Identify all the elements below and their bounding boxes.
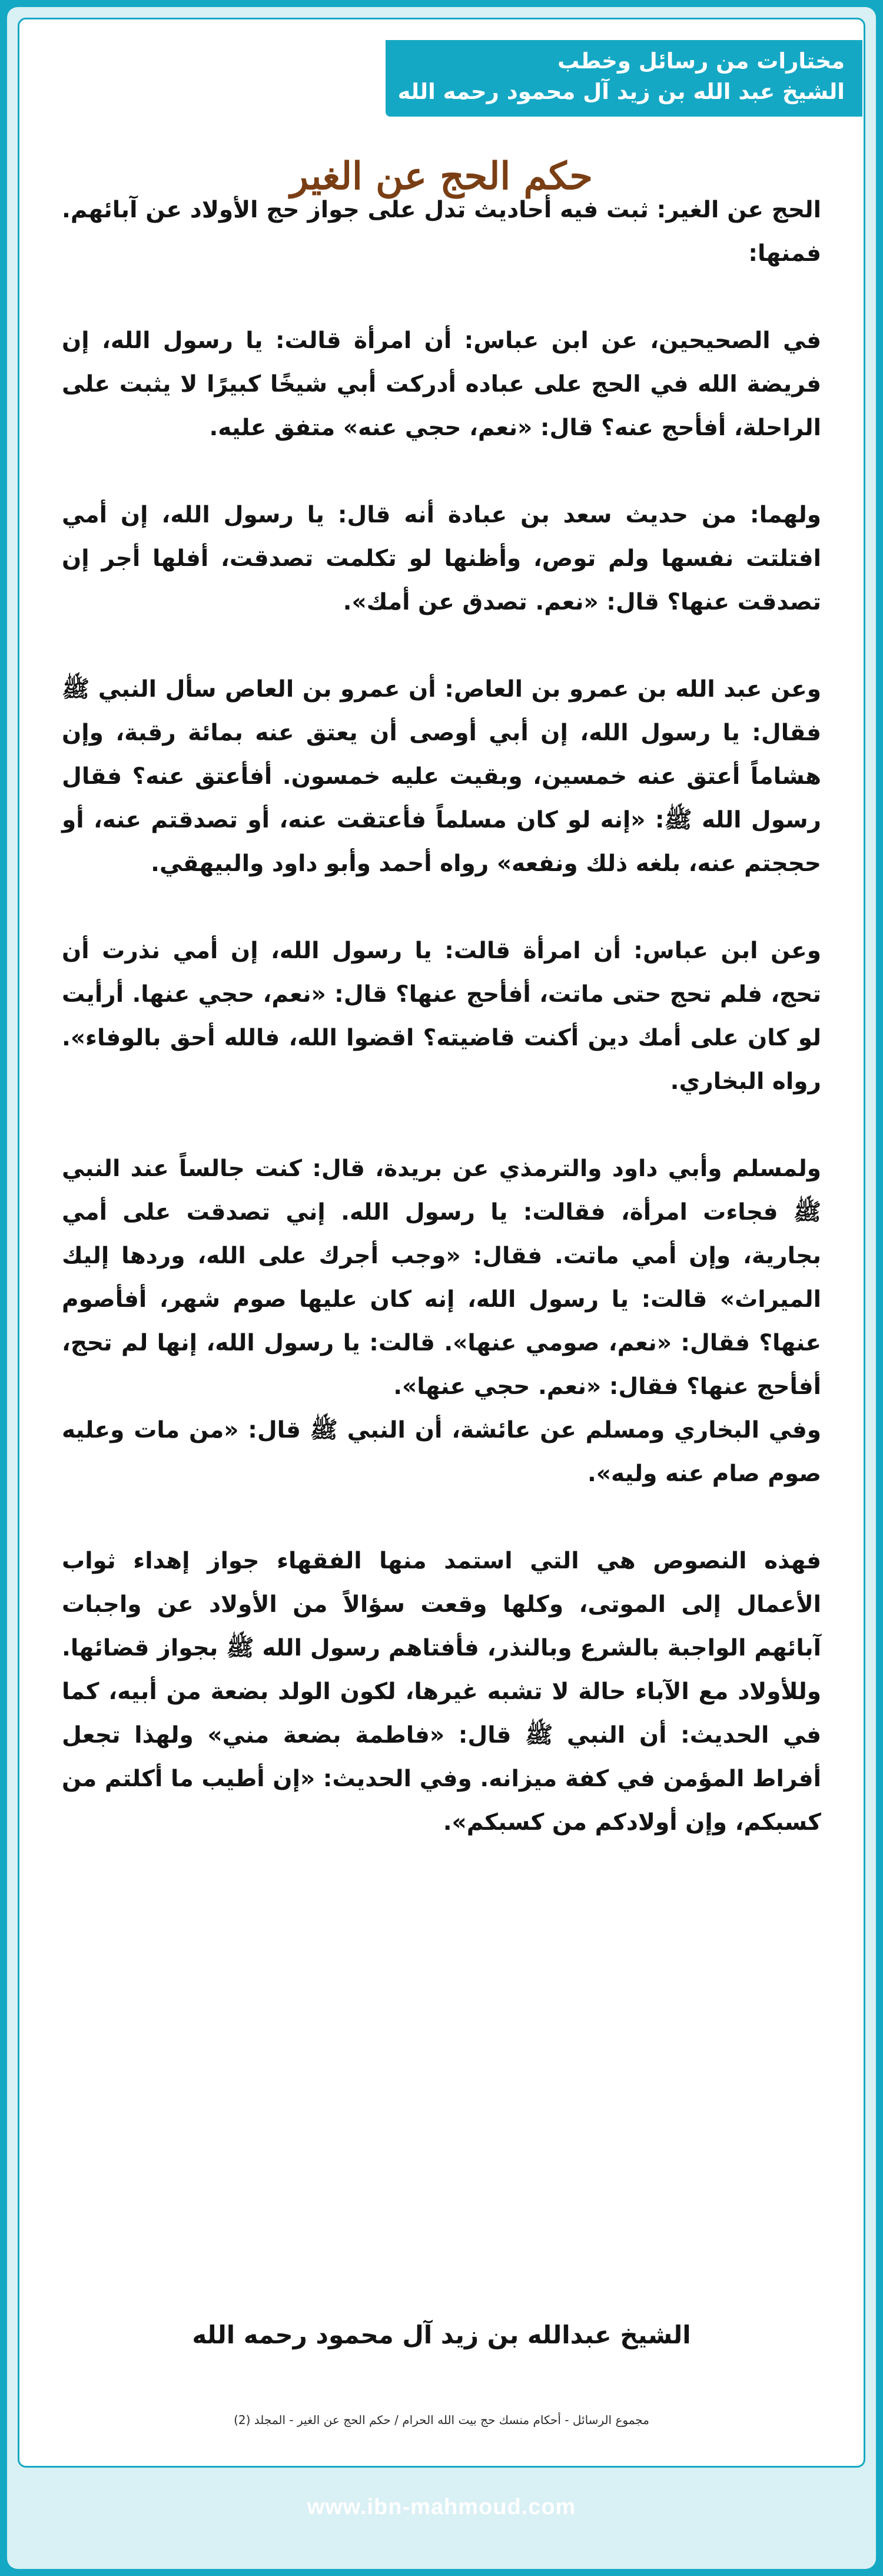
footer-bar <box>0 2476 883 2538</box>
paragraph-hadith-6: وفي البخاري ومسلم عن عائشة، أن النبي ﷺ قال: «من مات وعليه صوم صام عنه وليه». <box>62 1417 821 1487</box>
paragraph-hadith-2: ولهما: من حديث سعد بن عبادة أنه قال: يا رسول الله، إن أمي افتلتت نفسها ولم توص، وأظنها لو تكلمت تصدقت، أفلها أجر إن تصدقت عنها؟ قال: «نعم. تصدق عن أمك». <box>62 502 821 615</box>
paragraph-hadith-3: وعن عبد الله بن عمرو بن العاص: أن عمرو بن العاص سأل النبي ﷺ فقال: يا رسول الله، إن أبي أوصى أن يعتق عنه بمائة رقبة، وإن هشاماً أعتق عنه خمسين، وبقيت عليه خمسون. أفأعتق عنه؟ فقال رسول الله ﷺ: «إنه لو كان مسلماً فأعتقت عنه، أو تصدقتم عنه، أو حججتم عنه، بلغه ذلك ونفعه» رواه أحمد وأبو داود والبيهقي. <box>62 676 821 877</box>
website-link[interactable]: www.ibn-mahmoud.com <box>307 2495 576 2519</box>
paragraph-conclusion: فهذه النصوص هي التي استمد منها الفقهاء جواز إهداء ثواب الأعمال إلى الموتى، وكلها وقعت سؤالاً من الأولاد عن واجبات آبائهم الواجبة بالشرع وبالنذر، فأفتاهم رسول الله ﷺ بجواز قضائها. وللأولاد مع الآباء حالة لا تشبه غيرها، لكون الولد بضعة من أبيه، كما في الحديث: أن النبي ﷺ قال: «فاطمة بضعة مني» ولهذا تجعل أفراط المؤمن في كفة ميزانه. وفي الحديث: «إن أطيب ما أكلتم من كسبكم، وإن أولادكم من كسبكم». <box>62 1548 821 1836</box>
paragraph-hadith-5: ولمسلم وأبي داود والترمذي عن بريدة، قال: كنت جالساً عند النبي ﷺ فجاءت امرأة، فقالت: يا رسول الله. إني تصدقت على أمي بجارية، وإن أمي ماتت. فقال: «وجب أجرك على الله، وردها إليك الميراث» قالت: يا رسول الله، إنه كان عليها صوم شهر، أفأصوم عنها؟ فقال: «نعم، صومي عنها». قالت: يا رسول الله، إنها لم تحج، أفأحج عنها؟ فقال: «نعم. حجي عنها». <box>62 1155 821 1400</box>
article-body <box>62 188 821 1888</box>
paragraph-intro: الحج عن الغير: ثبت فيه أحاديث تدل على جواز حج الأولاد عن آبائهم. فمنها: <box>62 197 821 267</box>
page-title: حكم الحج عن الغير <box>290 154 593 198</box>
series-title: مختارات من رسائل وخطب <box>557 48 845 74</box>
signature: الشيخ عبدالله بن زيد آل محمود رحمه الله <box>192 2320 691 2349</box>
source-footnote: مجموع الرسائل - أحكام منسك حج بيت الله الحرام / حكم الحج عن الغير - المجلد (2) <box>234 2413 649 2427</box>
paragraph-hadith-4: وعن ابن عباس: أن امرأة قالت: يا رسول الله، إن أمي نذرت أن تحج، فلم تحج حتى ماتت، أفأحج عنها؟ قال: «نعم، حجي عنها. أرأيت لو كان على أمك دين أكنت قاضيته؟ اقضوا الله، فالله أحق بالوفاء». رواه البخاري. <box>62 938 821 1095</box>
paragraph-hadith-1: في الصحيحين، عن ابن عباس: أن امرأة قالت: يا رسول الله، إن فريضة الله في الحج على عباده أدركت أبي شيخًا كبيرًا لا يثبت على الراحلة، أفأحج عنه؟ قال: «نعم، حجي عنه» متفق عليه. <box>62 327 821 441</box>
header-band <box>386 40 862 117</box>
author-title: الشيخ عبد الله بن زيد آل محمود رحمه الله <box>397 79 845 104</box>
